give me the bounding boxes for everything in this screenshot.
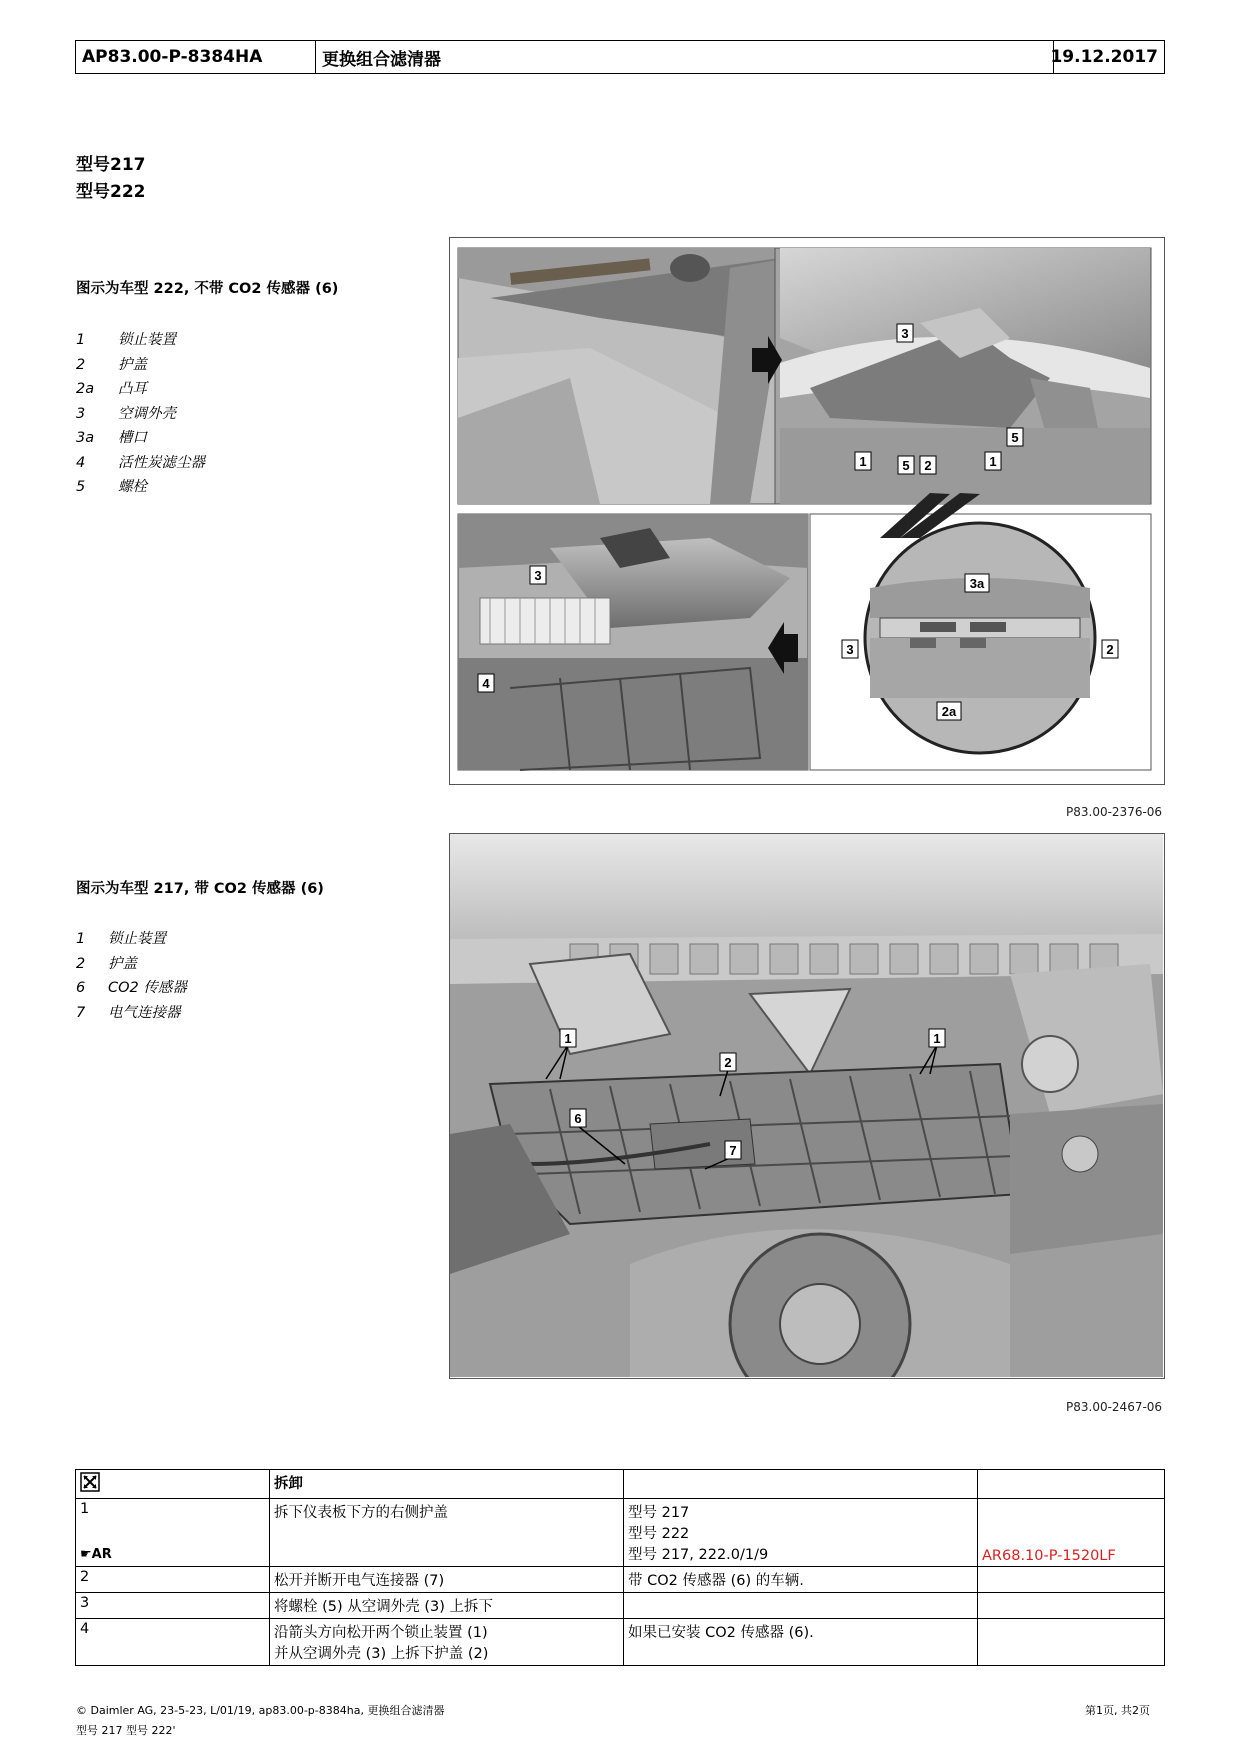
photo-interior [458,248,808,504]
legend-item: 5 螺栓 [76,479,147,495]
step-number: 2 [76,1567,270,1593]
callout: 7 [729,1143,737,1158]
table-header-row [76,1470,1165,1499]
callout: 3 [534,568,542,583]
procedure-table [75,1469,1165,1666]
figure1-legend [76,328,205,500]
model-line-1: 型号217 [76,155,146,175]
doc-title: 更换组合滤清器 [316,41,1054,73]
callout: 2a [941,704,957,719]
legend-item: 7 电气连接器 [76,1004,181,1021]
figure1-ref: P83.00-2376-06 [1066,805,1163,819]
ar-link[interactable]: AR68.10-P-1520LF [982,1548,1116,1564]
figure1-svg [450,238,1163,783]
doc-date: 19.12.2017 [1050,47,1158,67]
figure1-caption: 图示为车型 222, 不带 CO2 传感器 (6) [76,281,339,297]
step-action: 沿箭头方向松开两个锁止装置 (1) [274,1625,488,1641]
step-action: 拆下仪表板下方的右侧护盖 [270,1499,624,1567]
step-action: 将螺栓 (5) 从空调外壳 (3) 上拆下 [270,1593,624,1619]
callout: 3 [901,326,909,341]
legend-item: 3a 槽口 [76,430,147,446]
removal-icon [80,1472,100,1492]
legend-item: 2a 凸耳 [76,381,147,397]
footer-page-number: 第1页, 共2页 [1085,1704,1150,1717]
table-header-icon-cell [76,1470,270,1499]
table-header-title: 拆卸 [270,1470,624,1499]
document-header [75,40,1165,74]
step-number: 1 [80,1501,90,1517]
figure1-illustration [449,237,1165,785]
step-action: 松开并断开电气连接器 (7) [270,1567,624,1593]
legend-item: 1 锁止装置 [76,931,166,947]
callout: 5 [1011,430,1019,445]
step-condition: 带 CO2 传感器 (6) 的车辆. [624,1567,978,1593]
figure2-legend [76,927,187,1025]
callout: 2 [924,458,932,473]
callout: 2 [724,1055,732,1070]
model-line-2: 型号222 [76,182,146,202]
legend-item: 6 CO2 传感器 [76,980,187,996]
callout: 3a [969,576,985,591]
step-number: 4 [76,1619,270,1666]
callout: 1 [859,454,867,469]
photo-filter [458,514,808,770]
figure2-caption: 图示为车型 217, 带 CO2 传感器 (6) [76,881,324,897]
table-row [76,1567,1165,1593]
legend-item: 1 锁止装置 [76,332,176,348]
photo-underdash [775,248,1151,504]
doc-id: AP83.00-P-8384HA [76,41,316,73]
table-row [76,1593,1165,1619]
zoom-detail [810,493,1151,770]
legend-item: 3 空调外壳 [76,405,176,422]
figure2-illustration [449,833,1165,1379]
callout: 2 [1106,642,1114,657]
step-condition: 型号 222 [628,1526,690,1542]
callout: 6 [574,1111,582,1126]
callout: 3 [846,642,854,657]
step-action: 并从空调外壳 (3) 上拆下护盖 (2) [274,1646,489,1662]
step-condition: 如果已安装 CO2 传感器 (6). [624,1619,978,1666]
table-row [76,1499,1165,1567]
step-number: 3 [76,1593,270,1619]
legend-item: 4 活性炭滤尘器 [76,454,205,471]
footer-models: 型号 217 型号 222' [76,1724,176,1737]
hand-pointer-icon: ☛ [80,1547,92,1562]
callout: 1 [933,1031,941,1046]
ar-reference-marker: ☛AR [80,1547,112,1562]
footer-copyright: © Daimler AG, 23-5-23, L/01/19, ap83.00-p-8384ha, 更换组合滤清器 [76,1704,445,1717]
table-row [76,1619,1165,1666]
callout: 4 [482,676,490,691]
legend-item: 2 护盖 [76,356,147,373]
figure2-svg [450,834,1163,1377]
callout: 1 [989,454,997,469]
figure2-ref: P83.00-2467-06 [1066,1400,1163,1414]
callout: 1 [564,1031,572,1046]
step-condition: 型号 217, 222.0/1/9 [628,1547,769,1563]
legend-item: 2 护盖 [76,955,137,972]
step-condition: 型号 217 [628,1505,690,1521]
callout: 5 [902,458,910,473]
